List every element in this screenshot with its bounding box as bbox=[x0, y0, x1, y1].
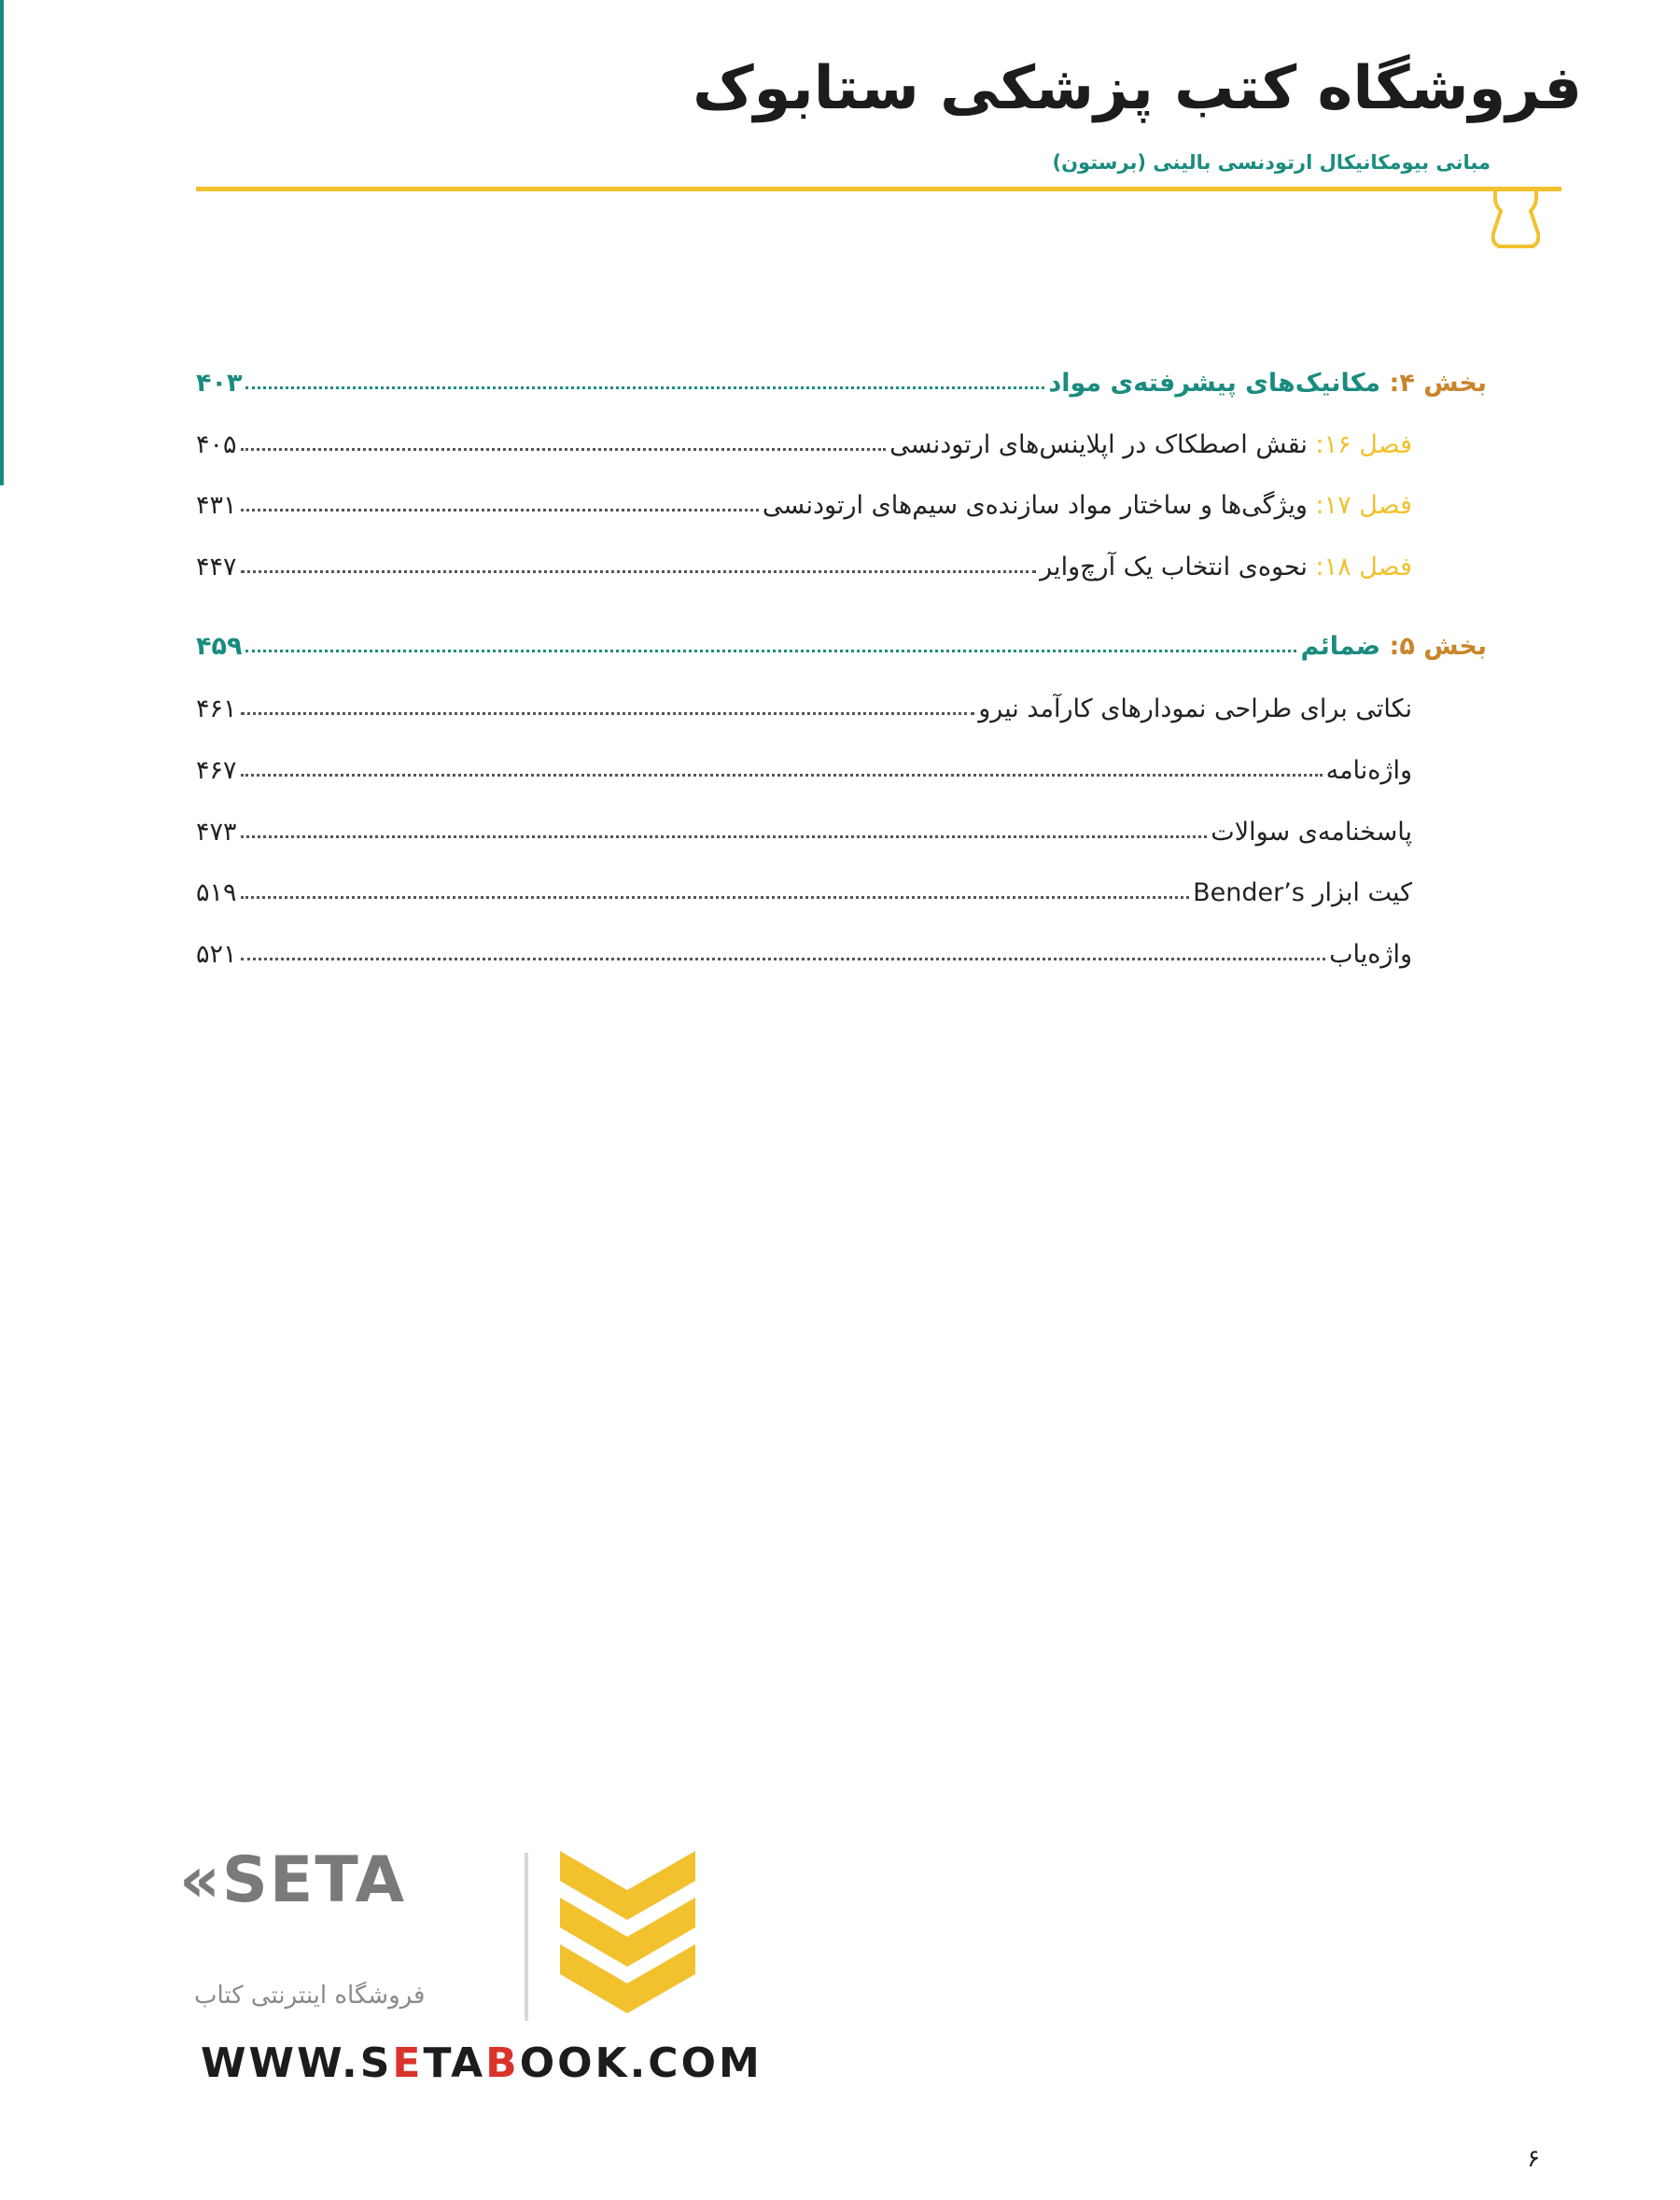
dot-leader bbox=[241, 896, 1190, 899]
url-text: OOK.COM bbox=[519, 2039, 763, 2087]
toc-chapter-18[interactable] bbox=[196, 531, 1487, 582]
page-number-ref: ۴۴۷ bbox=[196, 553, 237, 582]
dot-leader bbox=[245, 386, 1044, 389]
url-accent: E bbox=[392, 2039, 424, 2087]
chapter-label: فصل ۱۸: bbox=[1315, 553, 1412, 582]
dot-leader bbox=[241, 509, 759, 511]
url-accent: B bbox=[485, 2039, 520, 2087]
chapter-title: ویژگی‌ها و ساختار مواد سازنده‌ی سیم‌های ارتودنسی bbox=[762, 491, 1308, 520]
toc-entry-title: واژه‌یاب bbox=[1329, 940, 1412, 969]
chapter-title: نقش اصطکاک در اپلاینس‌های ارتودنسی bbox=[889, 430, 1308, 459]
page-number: ۶ bbox=[1527, 2145, 1540, 2173]
toc-appendix-item[interactable] bbox=[196, 918, 1487, 969]
dot-leader bbox=[241, 448, 887, 451]
part-title: ضمائم bbox=[1300, 632, 1381, 661]
dot-leader bbox=[241, 835, 1208, 838]
toc-entry-title bbox=[1040, 553, 1412, 582]
page-number-ref: ۴۳۱ bbox=[196, 491, 237, 520]
page-number-ref: ۴۰۳ bbox=[196, 369, 243, 398]
store-title: فروشگاه کتب پزشکی ستابوک bbox=[693, 54, 1582, 123]
toc-entry-title: واژه‌نامه bbox=[1325, 756, 1412, 785]
url-text: WWW.S bbox=[201, 2039, 393, 2087]
toc-chapter-16[interactable] bbox=[196, 409, 1487, 459]
logo-divider bbox=[525, 1853, 528, 2021]
header-bracket-ornament bbox=[1491, 185, 1540, 252]
left-edge-bar bbox=[0, 0, 4, 485]
toc-appendix-item[interactable] bbox=[196, 673, 1487, 723]
part-title: مکانیک‌های پیشرفته‌ی مواد bbox=[1048, 369, 1381, 398]
toc-entry-title bbox=[763, 491, 1412, 520]
store-url[interactable] bbox=[201, 2039, 763, 2087]
page-number-ref: ۵۱۹ bbox=[196, 878, 237, 907]
setabook-logo bbox=[177, 1834, 719, 2030]
page-number-ref: ۴۰۵ bbox=[196, 430, 237, 459]
dot-leader bbox=[241, 774, 1323, 777]
toc-appendix-item[interactable] bbox=[196, 857, 1487, 907]
toc-entry-title bbox=[1300, 632, 1487, 661]
page-number-ref: ۴۷۳ bbox=[196, 818, 237, 847]
page-number-ref: ۴۵۹ bbox=[196, 632, 243, 661]
chapter-label: فصل ۱۷: bbox=[1315, 491, 1412, 520]
url-text: TA bbox=[423, 2039, 486, 2087]
part-label: بخش ۴: bbox=[1389, 369, 1487, 398]
chapter-title: نحوه‌ی انتخاب یک آرچ‌وایر bbox=[1040, 553, 1308, 582]
dot-leader bbox=[241, 570, 1037, 573]
toc-chapter-17[interactable] bbox=[196, 469, 1487, 520]
page-number-ref: ۴۶۷ bbox=[196, 756, 237, 785]
part-label: بخش ۵: bbox=[1389, 632, 1487, 661]
toc-part-5[interactable] bbox=[196, 610, 1487, 661]
toc-entry-title: نکاتی برای طراحی نمودارهای کارآمد نیرو bbox=[978, 694, 1412, 723]
toc-appendix-item[interactable] bbox=[196, 735, 1487, 785]
dot-leader bbox=[245, 650, 1296, 652]
toc-appendix-item[interactable] bbox=[196, 796, 1487, 847]
header-rule bbox=[196, 187, 1561, 191]
chapter-label: فصل ۱۶: bbox=[1315, 430, 1412, 459]
book-subtitle: مبانی بیومکانیکال ارتودنسی بالینی (برستون) bbox=[1052, 151, 1491, 174]
toc-entry-title: کیت ابزار Bender’s bbox=[1193, 878, 1412, 907]
logo-wordmark: «SETA bbox=[179, 1843, 407, 1917]
toc-entry-title bbox=[889, 430, 1412, 459]
toc-entry-title: پاسخنامه‌ی سوالات bbox=[1211, 818, 1412, 847]
toc-entry-title bbox=[1048, 369, 1487, 398]
dot-leader bbox=[241, 958, 1326, 960]
toc-part-4[interactable] bbox=[196, 347, 1487, 398]
logo-tagline: فروشگاه اینترنتی کتاب bbox=[194, 1982, 426, 2010]
book-stack-icon bbox=[551, 1842, 705, 2019]
page-number-ref: ۵۲۱ bbox=[196, 940, 237, 969]
dot-leader bbox=[241, 712, 975, 715]
page-number-ref: ۴۶۱ bbox=[196, 694, 237, 723]
